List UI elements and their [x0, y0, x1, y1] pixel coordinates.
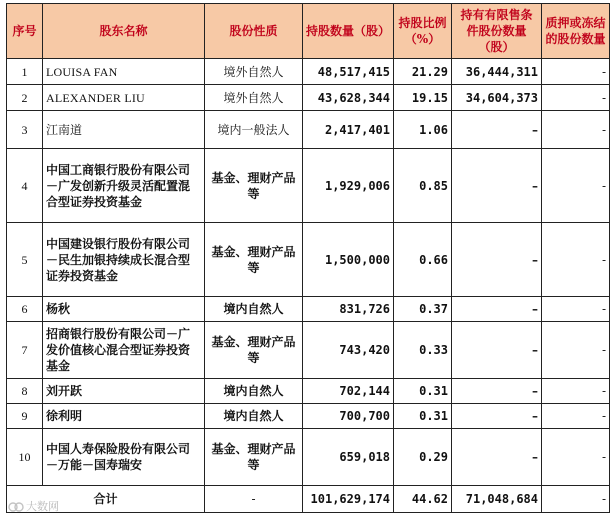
cell-nature: 境内一般法人	[205, 111, 303, 149]
cell-seq: 9	[7, 404, 43, 429]
cell-shares: 659,018	[303, 429, 394, 486]
cell-pledged: -	[542, 223, 610, 297]
cell-seq: 4	[7, 149, 43, 223]
cell-shares: 700,700	[303, 404, 394, 429]
table-row	[7, 223, 610, 297]
table-row	[7, 322, 610, 379]
cell-shares: 702,144	[303, 379, 394, 404]
cell-seq: 1	[7, 59, 43, 85]
cell-ratio: 21.29	[394, 59, 452, 85]
cell-seq: 10	[7, 429, 43, 486]
table-row	[7, 59, 610, 85]
total-label: 合计	[7, 486, 205, 513]
table-row	[7, 149, 610, 223]
cell-ratio: 0.37	[394, 297, 452, 322]
cell-pledged: -	[542, 111, 610, 149]
cell-name: ALEXANDER LIU	[43, 85, 205, 111]
cell-seq: 7	[7, 322, 43, 379]
cell-ratio: 0.29	[394, 429, 452, 486]
cell-seq: 6	[7, 297, 43, 322]
cell-ratio: 0.33	[394, 322, 452, 379]
cell-nature: 境外自然人	[205, 59, 303, 85]
cell-shares: 43,628,344	[303, 85, 394, 111]
cell-restricted: –	[452, 322, 542, 379]
header-row	[7, 4, 610, 59]
cell-name: 中国工商银行股份有限公司－广发创新升级灵活配置混合型证券投资基金	[43, 149, 205, 223]
cell-seq: 5	[7, 223, 43, 297]
cell-pledged: -	[542, 429, 610, 486]
cell-pledged: -	[542, 149, 610, 223]
cell-nature: 基金、理财产品等	[205, 223, 303, 297]
cell-shares: 831,726	[303, 297, 394, 322]
cell-seq: 3	[7, 111, 43, 149]
cell-ratio: 19.15	[394, 85, 452, 111]
cell-restricted: –	[452, 404, 542, 429]
table-row	[7, 85, 610, 111]
cell-ratio: 1.06	[394, 111, 452, 149]
cell-restricted: –	[452, 223, 542, 297]
cell-nature: 基金、理财产品等	[205, 429, 303, 486]
header-nature: 股份性质	[205, 4, 303, 59]
cell-pledged: -	[542, 59, 610, 85]
cell-name: 徐利明	[43, 404, 205, 429]
cell-shares: 2,417,401	[303, 111, 394, 149]
cell-nature: 境内自然人	[205, 297, 303, 322]
watermark-text: 大数网	[26, 500, 59, 513]
total-ratio: 44.62	[394, 486, 452, 513]
cell-nature: 境外自然人	[205, 85, 303, 111]
cell-pledged: -	[542, 85, 610, 111]
total-nature: -	[205, 486, 303, 513]
cell-restricted: 34,604,373	[452, 85, 542, 111]
header-pledged: 质押或冻结的股份数量	[542, 4, 610, 59]
watermark	[8, 497, 88, 517]
cell-restricted: 36,444,311	[452, 59, 542, 85]
cell-nature: 境内自然人	[205, 404, 303, 429]
cell-ratio: 0.31	[394, 379, 452, 404]
table-row	[7, 404, 610, 429]
cell-restricted: –	[452, 297, 542, 322]
cell-ratio: 0.31	[394, 404, 452, 429]
cell-name: 招商银行股份有限公司－广发价值核心混合型证券投资基金	[43, 322, 205, 379]
shareholder-table	[6, 3, 610, 513]
cell-pledged: -	[542, 404, 610, 429]
total-restricted: 71,048,684	[452, 486, 542, 513]
cell-seq: 2	[7, 85, 43, 111]
cell-shares: 1,500,000	[303, 223, 394, 297]
cell-nature: 基金、理财产品等	[205, 322, 303, 379]
cell-nature: 基金、理财产品等	[205, 149, 303, 223]
cell-name: 中国人寿保险股份有限公司－万能－国寿瑞安	[43, 429, 205, 486]
table-row	[7, 297, 610, 322]
header-restricted: 持有有限售条件股份数量（股）	[452, 4, 542, 59]
cell-pledged: -	[542, 322, 610, 379]
cell-name: 杨秋	[43, 297, 205, 322]
cell-pledged: -	[542, 379, 610, 404]
cell-restricted: –	[452, 149, 542, 223]
cell-name: LOUISA FAN	[43, 59, 205, 85]
cell-seq: 8	[7, 379, 43, 404]
cell-name: 江南道	[43, 111, 205, 149]
header-name: 股东名称	[43, 4, 205, 59]
cell-shares: 48,517,415	[303, 59, 394, 85]
cell-shares: 743,420	[303, 322, 394, 379]
total-row	[7, 486, 610, 513]
header-ratio: 持股比例（%）	[394, 4, 452, 59]
header-seq: 序号	[7, 4, 43, 59]
cell-name: 刘开跃	[43, 379, 205, 404]
cell-pledged: -	[542, 297, 610, 322]
cell-restricted: –	[452, 111, 542, 149]
table-row	[7, 429, 610, 486]
table-row	[7, 111, 610, 149]
table-row	[7, 379, 610, 404]
total-shares: 101,629,174	[303, 486, 394, 513]
cell-ratio: 0.66	[394, 223, 452, 297]
header-shares: 持股数量（股）	[303, 4, 394, 59]
cell-restricted: –	[452, 379, 542, 404]
cell-ratio: 0.85	[394, 149, 452, 223]
total-pledged: -	[542, 486, 610, 513]
cell-restricted: –	[452, 429, 542, 486]
watermark-logo-icon	[8, 500, 24, 514]
cell-shares: 1,929,006	[303, 149, 394, 223]
cell-name: 中国建设银行股份有限公司－民生加银持续成长混合型证券投资基金	[43, 223, 205, 297]
cell-nature: 境内自然人	[205, 379, 303, 404]
